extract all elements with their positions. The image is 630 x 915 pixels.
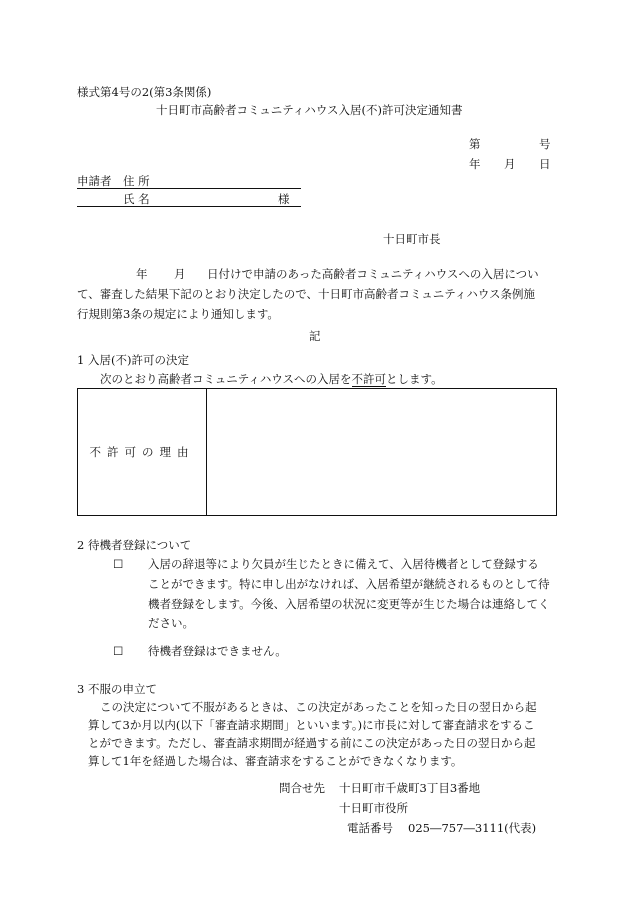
honorific: 様	[278, 192, 290, 206]
intro-line1: 日付けで申請のあった高齢者コミュニティハウスへの入居につい	[207, 267, 539, 281]
section3-line-1: この決定について不服があるときは、この決定があったことを知った日の翌日から起	[100, 700, 537, 714]
section1-text-underlined: 不許可	[351, 372, 387, 386]
form-number: 様式第4号の2(第3条関係)	[77, 85, 212, 99]
contact-phone-label: 電話番号	[347, 821, 393, 835]
issuer: 十日町市長	[383, 232, 441, 246]
section1-text	[100, 373, 443, 387]
section2-heading: 2 待機者登録について	[77, 538, 192, 552]
contact-label: 問合せ先	[279, 781, 325, 795]
option2-checkbox[interactable]: ☐	[113, 644, 124, 658]
date-year: 年	[469, 157, 481, 171]
intro-line2: て、審査した結果下記のとおり決定したので、十日町市高齢者コミュニティハウス条例施	[77, 287, 536, 301]
intro-line3: 行規則第3条の規定により通知します。	[77, 307, 279, 321]
option2-text: 待機者登録はできません。	[148, 644, 287, 658]
section3-line-3: とができます。ただし、審査請求期間が経過する前にこの決定があった日の翌日から起	[88, 736, 536, 750]
name-underline	[77, 206, 301, 207]
section1-text-after: とします。	[386, 372, 443, 386]
doc-no-prefix: 第	[469, 137, 481, 151]
section3-line-4: 算して1年を経過した場合は、審査請求をすることができなくなります。	[88, 754, 463, 768]
address-underline	[77, 188, 301, 189]
intro-month: 月	[174, 267, 186, 281]
option1-line-2: ことができます。特に申し出がなければ、入居希望が継続されるものとして待	[148, 577, 550, 591]
document-title: 十日町市高齢者コミュニティハウス入居(不)許可決定通知書	[156, 103, 463, 117]
option1-checkbox[interactable]: ☐	[113, 557, 124, 571]
applicant-label: 申請者	[77, 174, 112, 188]
reason-table	[77, 388, 557, 516]
name-label: 氏 名	[123, 192, 150, 206]
ki-marker: 記	[309, 329, 321, 343]
section1-heading: 1 入居(不)許可の決定	[77, 353, 189, 367]
reason-field[interactable]	[207, 389, 557, 516]
contact-address: 十日町市千歳町3丁目3番地	[339, 781, 481, 795]
intro-year: 年	[136, 267, 148, 281]
section3-heading: 3 不服の申立て	[77, 682, 157, 696]
option1-line-4: ださい。	[148, 616, 194, 630]
date-day: 日	[539, 157, 551, 171]
reason-label: 不許可の理由	[78, 389, 207, 516]
option1-line-3: 機者登録をします。今後、入居希望の状況に変更等が生じた場合は連絡してく	[148, 597, 550, 611]
contact-office: 十日町市役所	[339, 801, 408, 815]
address-label: 住 所	[123, 174, 150, 188]
section1-text-before: 次のとおり高齢者コミュニティハウスへの入居を	[100, 372, 352, 386]
section3-line-2: 算して3か月以内(以下「審査請求期間」といいます。)に市長に対して審査請求をするこ	[88, 718, 535, 732]
option1-line-1: 入居の辞退等により欠員が生じたときに備えて、入居待機者として登録する	[148, 557, 539, 571]
doc-no-suffix: 号	[539, 137, 551, 151]
date-month: 月	[504, 157, 516, 171]
contact-phone: 025―757―3111(代表)	[408, 821, 537, 835]
